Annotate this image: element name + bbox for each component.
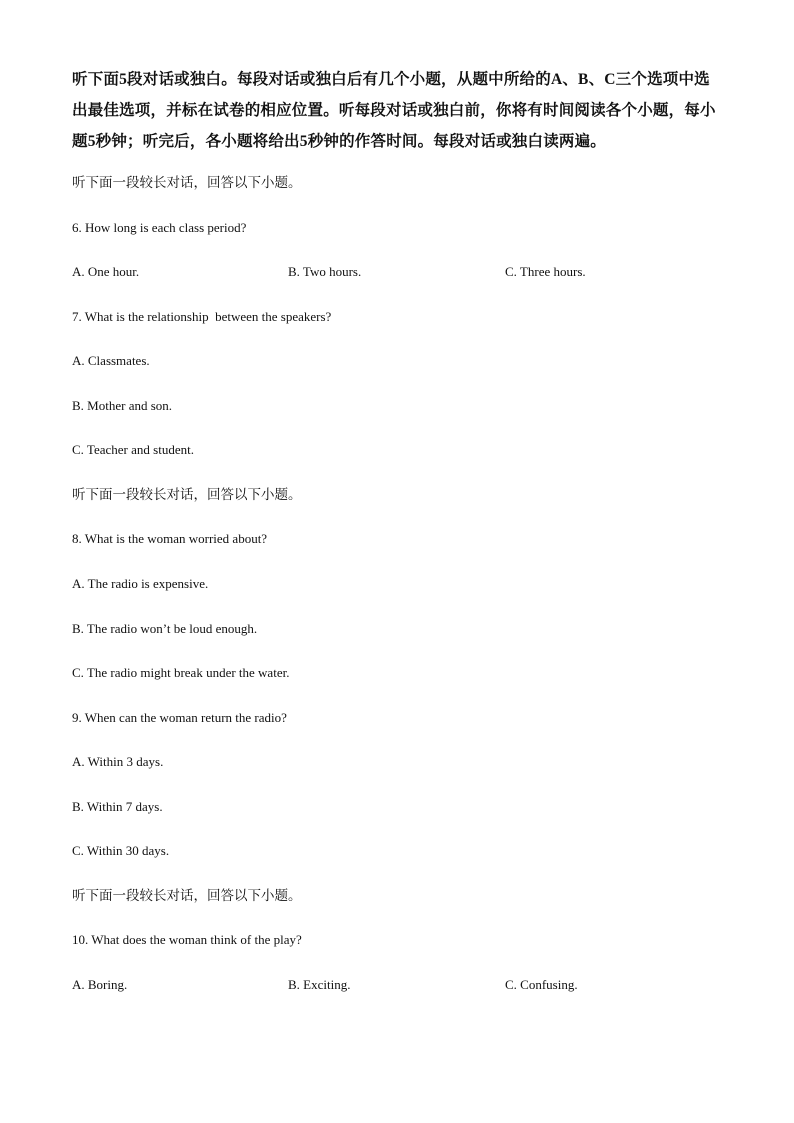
question-6-option-b[interactable]: B. Two hours. — [288, 264, 362, 279]
question-10-stem: 10. What does the woman think of the play? — [72, 932, 302, 947]
question-6-option-a[interactable]: A. One hour. — [72, 264, 140, 279]
question-8-stem: 8. What is the woman worried about? — [72, 531, 268, 546]
question-8-option-c[interactable]: C. The radio might break under the water. — [72, 665, 290, 680]
question-9-stem: 9. When can the woman return the radio? — [72, 710, 287, 725]
question-9-option-a[interactable]: A. Within 3 days. — [72, 754, 164, 769]
question-8-option-b[interactable]: B. The radio won’t be loud enough. — [72, 621, 258, 636]
question-10-option-a[interactable]: A. Boring. — [72, 977, 128, 992]
question-7-stem: 7. What is the relationship between the speakers? — [72, 309, 332, 324]
question-7-option-a[interactable]: A. Classmates. — [72, 353, 150, 368]
section-heading: 听下面一段较长对话，回答以下小题。 — [72, 175, 302, 190]
section-heading: 听下面一段较长对话，回答以下小题。 — [72, 888, 302, 903]
question-6-stem: 6. How long is each class period? — [72, 220, 247, 235]
question-6-option-c[interactable]: C. Three hours. — [505, 264, 586, 279]
question-8-option-a[interactable]: A. The radio is expensive. — [72, 576, 209, 591]
question-10-option-b[interactable]: B. Exciting. — [288, 977, 351, 992]
question-10-option-c[interactable]: C. Confusing. — [505, 977, 578, 992]
question-7-option-b[interactable]: B. Mother and son. — [72, 398, 173, 413]
question-9-option-b[interactable]: B. Within 7 days. — [72, 799, 163, 814]
listening-instruction: 听下面5段对话或独白。每段对话或独白后有几个小题，从题中所给的A、B、C三个选项中选出最佳选项，并标在试卷的相应位置。听每段对话或独白前，你将有时间阅读各个小题，每小题5秒钟；听完后，各小题将给出5秒钟的作答时间。每段对话或独白读两遍。 — [72, 71, 716, 150]
question-9-option-c[interactable]: C. Within 30 days. — [72, 843, 170, 858]
question-7-option-c[interactable]: C. Teacher and student. — [72, 442, 194, 457]
section-heading: 听下面一段较长对话，回答以下小题。 — [72, 487, 302, 502]
